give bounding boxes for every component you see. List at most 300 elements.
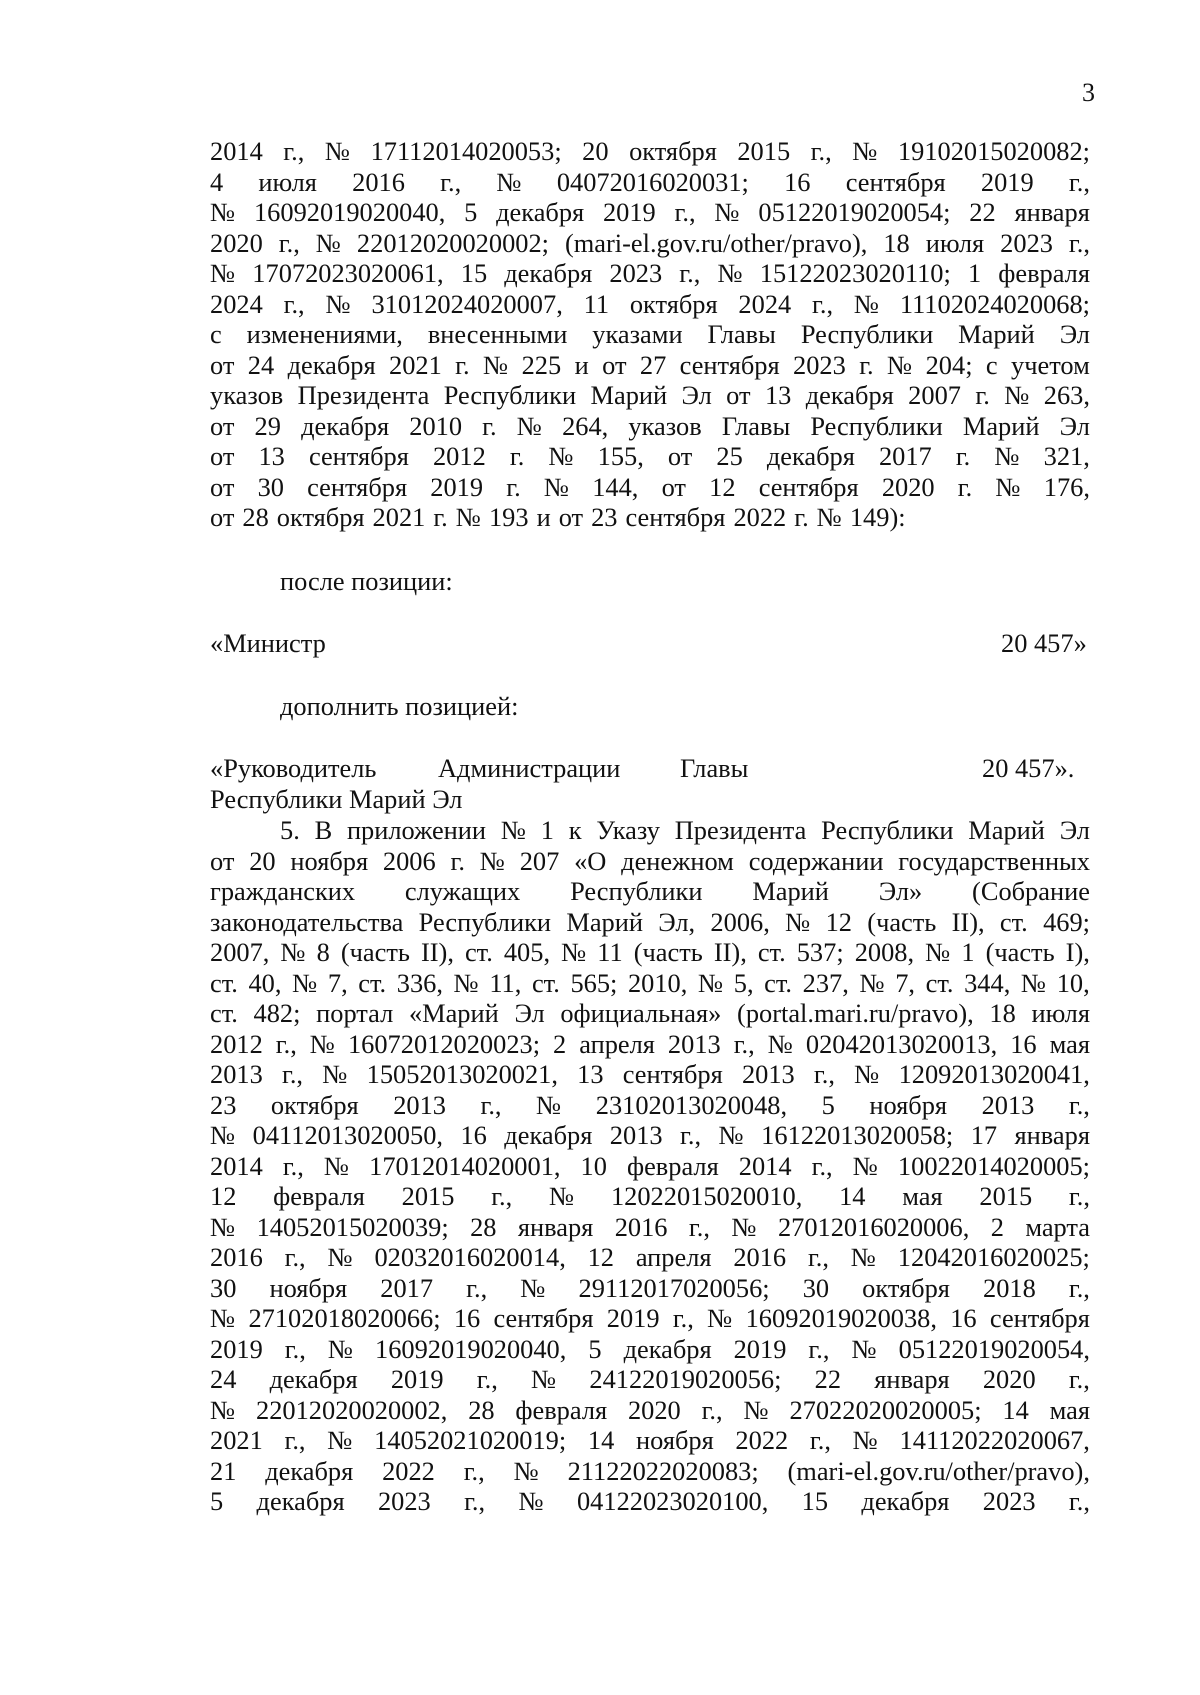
word: 14: [587, 1425, 615, 1455]
word: февраля: [273, 1181, 365, 1211]
word: января: [517, 1211, 594, 1242]
word: с: [210, 319, 222, 349]
word: 12: [825, 906, 852, 937]
word: г.,: [1068, 1364, 1090, 1394]
word: Республики: [800, 319, 934, 349]
text-line: [210, 289, 1090, 320]
word: декабря: [269, 1364, 358, 1394]
word: 30: [210, 1272, 237, 1303]
word: от: [602, 349, 627, 380]
word: 16092019020040,: [375, 1333, 567, 1364]
word: указов: [628, 410, 702, 441]
word: №: [714, 197, 740, 227]
word: №: [718, 1120, 744, 1150]
word: I),: [1065, 937, 1090, 967]
word: 2017: [878, 441, 932, 471]
word: 193: [488, 502, 529, 532]
text-line: [210, 876, 1090, 907]
word: ст.: [531, 967, 560, 998]
word: 12: [587, 1242, 614, 1272]
word: изменениями,: [246, 319, 403, 349]
word: №: [453, 967, 479, 998]
word: №: [851, 1333, 877, 1364]
word: 225: [521, 349, 562, 380]
word: (mari-el.gov.ru/other/pravo),: [564, 227, 868, 258]
word: №: [315, 227, 341, 258]
word: г.,: [1068, 1181, 1090, 1211]
word: Главы: [707, 319, 776, 349]
word: 20: [249, 845, 276, 876]
word: 16: [950, 1303, 977, 1333]
word: №: [925, 937, 951, 967]
word: №: [859, 967, 885, 998]
word: 16092019020040,: [253, 197, 446, 227]
word: 2015: [401, 1181, 455, 1211]
word: сентября: [308, 441, 409, 471]
word: приложении: [346, 815, 487, 845]
word: 5: [210, 1486, 224, 1516]
text-line: [210, 1151, 1090, 1182]
word: 14: [839, 1181, 866, 1211]
word: г.,: [283, 136, 305, 166]
paragraph-first-line: [210, 815, 1090, 846]
word: декабря: [287, 349, 376, 380]
word: №: [995, 471, 1021, 502]
word: 19102015020082;: [897, 136, 1090, 166]
word: 2019: [430, 471, 484, 502]
word: г.,: [810, 136, 832, 166]
text-line: [210, 380, 1090, 411]
word: г.,: [480, 1089, 502, 1120]
word: г.,: [284, 1242, 306, 1272]
word: 8: [316, 937, 330, 967]
text-line: [210, 998, 1090, 1029]
word: октября: [862, 1272, 950, 1303]
word: №: [324, 136, 351, 166]
word: г.: [794, 502, 809, 532]
word: Эл: [681, 380, 712, 410]
word: 23: [210, 1089, 237, 1120]
word: 2022: [733, 502, 787, 532]
word: 2010: [409, 410, 463, 441]
word: от: [210, 410, 235, 441]
word: 2019: [210, 1333, 263, 1364]
word: 2016: [733, 1242, 787, 1272]
word: внесенными: [427, 319, 568, 349]
word: №: [309, 1028, 335, 1059]
word: ст.: [358, 967, 387, 998]
text-line: [210, 411, 1090, 442]
word: 264,: [562, 410, 609, 441]
word: сентября: [307, 471, 408, 502]
word: от: [210, 502, 235, 532]
word: Указу: [596, 815, 660, 845]
word: 155,: [597, 441, 644, 471]
word: ст.: [925, 967, 954, 998]
text-line: [210, 1486, 1090, 1517]
word: сентября: [493, 1303, 594, 1333]
word: №: [210, 1394, 236, 1425]
word: 29112017020056;: [578, 1272, 770, 1303]
word: от: [210, 845, 235, 876]
word: декабря: [256, 1486, 345, 1516]
word: г.: [975, 380, 990, 410]
word: 2023: [793, 349, 846, 380]
paragraph-5: [210, 815, 1090, 1517]
word: ст.: [210, 967, 238, 998]
word: 11102024020068;: [899, 288, 1090, 319]
word: 17112014020053;: [370, 136, 562, 166]
word: 405,: [503, 937, 551, 967]
word: Президента: [674, 815, 807, 845]
word: 28: [468, 1394, 495, 1425]
word: г.,: [809, 1425, 831, 1455]
text-line: [210, 968, 1090, 999]
word: г.,: [440, 166, 462, 197]
text-line: [210, 350, 1090, 381]
word: 14: [1002, 1394, 1029, 1425]
text-line: [210, 1364, 1090, 1395]
word: г.,: [733, 1028, 755, 1059]
word: г.,: [1068, 1272, 1090, 1303]
word: 1: [540, 815, 554, 845]
word: 2013: [981, 1089, 1035, 1120]
word: №: [994, 441, 1020, 471]
word: и: [536, 502, 551, 532]
position-title: «Министр: [210, 628, 326, 658]
word: 5,: [733, 967, 754, 998]
word: 16092019020038,: [745, 1303, 937, 1333]
word: Эл: [1059, 815, 1090, 845]
word: от: [210, 349, 235, 380]
word: 2023: [377, 1486, 431, 1516]
word: №: [549, 1181, 575, 1211]
word: указов: [210, 380, 284, 410]
word: 2013: [393, 1089, 446, 1120]
word: февраля: [998, 258, 1090, 288]
word: государственных: [898, 845, 1090, 876]
position-salary: 20 457»: [1001, 628, 1087, 658]
position-title-word: Главы: [680, 753, 749, 783]
word: г.: [455, 349, 470, 380]
word: г.,: [813, 1059, 835, 1089]
word: ст.: [757, 937, 786, 967]
word: от: [667, 441, 693, 471]
word: июля: [925, 227, 985, 258]
word: от: [661, 471, 686, 502]
word: ноября: [636, 1425, 714, 1455]
word: 2013: [741, 1059, 795, 1089]
word: 2013: [210, 1059, 263, 1089]
word: 176,: [1043, 471, 1090, 502]
word: и: [574, 349, 589, 380]
word: 2: [990, 1211, 1004, 1242]
word: 336,: [396, 967, 443, 998]
word: 4: [210, 166, 224, 197]
word: сентября: [679, 349, 780, 380]
word: г.: [957, 471, 973, 502]
text-line: [210, 167, 1090, 198]
word: №: [323, 1150, 350, 1181]
word: 2023: [609, 258, 663, 288]
word: 321,: [1043, 441, 1090, 471]
word: (Собрание: [972, 876, 1090, 906]
word: ноября: [869, 1089, 948, 1120]
word: Эл: [1059, 410, 1090, 441]
word: г.,: [282, 1150, 304, 1181]
word: декабря: [504, 258, 593, 288]
word: ноября: [290, 845, 369, 876]
word: 2016: [210, 1242, 263, 1272]
word: №: [496, 166, 522, 197]
word: 2014: [738, 1150, 792, 1181]
word: Марий: [962, 410, 1040, 441]
word: 469;: [1043, 906, 1090, 937]
word: 2006,: [710, 906, 770, 937]
word: 263,: [1043, 380, 1090, 410]
word: 16: [784, 166, 811, 197]
word: Эл: [514, 998, 545, 1028]
word: 13: [764, 380, 792, 410]
text-line: [210, 1273, 1090, 1304]
word: 21122022020083;: [567, 1455, 759, 1486]
word: 15: [801, 1486, 829, 1516]
word: №: [210, 258, 236, 288]
word: 2021: [372, 502, 426, 532]
word: 18: [989, 998, 1016, 1028]
word: г.,: [811, 1150, 833, 1181]
word: №: [327, 1333, 354, 1364]
word: 2012: [432, 441, 486, 471]
word: 14112022020067,: [899, 1425, 1090, 1455]
position-row-head: [210, 753, 1090, 815]
word: Марий: [566, 906, 643, 937]
word: 2020: [627, 1394, 681, 1425]
word: №: [520, 1272, 546, 1303]
word: г.,: [679, 258, 701, 288]
word: 04072016020031;: [556, 166, 749, 197]
word: г.,: [463, 1455, 485, 1486]
word: г.,: [476, 1364, 498, 1394]
word: 5: [821, 1089, 835, 1120]
word: Президента: [297, 380, 430, 410]
word: г.: [482, 410, 497, 441]
word: официальная»: [560, 998, 722, 1028]
word: г.,: [1068, 166, 1090, 197]
word: г.: [506, 471, 521, 502]
word: 23102013020048,: [595, 1089, 788, 1120]
word: 482;: [253, 998, 301, 1028]
word: Республики: [821, 815, 954, 845]
word: гражданских: [210, 876, 356, 906]
text-line: [210, 937, 1090, 968]
word: Марий: [968, 815, 1045, 845]
text-line: [210, 502, 1090, 533]
text-line: [210, 1334, 1090, 1365]
word: №: [731, 1211, 757, 1242]
word: №: [854, 1059, 880, 1089]
word: апреля: [579, 1028, 655, 1059]
word: №: [500, 815, 527, 845]
word: октября: [276, 502, 365, 532]
text-line: [210, 1090, 1090, 1121]
word: 2022: [735, 1425, 789, 1455]
word: ст.: [999, 906, 1028, 937]
word: (часть: [340, 937, 410, 967]
word: г.,: [284, 1333, 306, 1364]
word: №: [887, 349, 913, 380]
text-line: [210, 1029, 1090, 1060]
word: г.,: [491, 1181, 513, 1211]
word: №: [743, 1394, 769, 1425]
word: №: [327, 1242, 353, 1272]
word: 25: [716, 441, 743, 471]
word: №: [483, 349, 509, 380]
word: №: [518, 1486, 544, 1516]
word: сентября: [625, 502, 726, 532]
word: 2019: [390, 1364, 444, 1394]
word: к: [568, 815, 582, 845]
word: II),: [951, 906, 985, 937]
word: 22012020020002,: [256, 1394, 448, 1425]
word: декабря: [861, 1486, 950, 1516]
word: 12042016020025;: [897, 1242, 1090, 1272]
word: апреля: [635, 1242, 712, 1272]
word: 2017: [380, 1272, 434, 1303]
page-number: 3: [1082, 78, 1095, 107]
word: 17072023020061,: [252, 258, 444, 288]
word: (часть: [867, 906, 937, 937]
text-line: [210, 197, 1090, 228]
word: №: [479, 845, 505, 876]
word: №: [210, 1303, 236, 1333]
word: мая: [1049, 1394, 1090, 1425]
text-line: [210, 472, 1090, 503]
word: №: [1020, 967, 1047, 998]
text-line: [210, 1303, 1090, 1334]
text-line: [210, 228, 1090, 259]
word: 05122019020054;: [758, 197, 951, 227]
word: 204;: [925, 349, 973, 380]
word: 2007: [908, 380, 961, 410]
word: №: [292, 967, 318, 998]
word: (portal.mari.ru/pravo),: [737, 998, 974, 1028]
text-line: [210, 1212, 1090, 1243]
word: июля: [1031, 998, 1090, 1028]
word: 14052021020019;: [374, 1425, 567, 1455]
word: Марий: [958, 319, 1035, 349]
word: 18: [883, 227, 910, 258]
word: 5: [588, 1333, 602, 1364]
word: 16072012020023;: [347, 1028, 541, 1059]
word: г.: [509, 441, 525, 471]
word: учетом: [1011, 349, 1090, 380]
word: 2: [553, 1028, 567, 1059]
word: 2006: [382, 845, 436, 876]
word: Республики: [570, 876, 703, 906]
word: 22012020020002;: [356, 227, 549, 258]
word: 2015: [979, 1181, 1033, 1211]
word: сентября: [758, 471, 859, 502]
word: 11,: [489, 967, 522, 998]
word: г.,: [688, 1211, 710, 1242]
word: 24: [247, 349, 275, 380]
word: №: [536, 1089, 562, 1120]
word: Марий: [752, 876, 829, 906]
word: №: [816, 502, 842, 532]
word: №: [850, 1242, 876, 1272]
word: Республики: [418, 906, 552, 937]
word: 144,: [592, 471, 639, 502]
word: 2024: [210, 288, 263, 319]
word: 2013: [667, 1028, 721, 1059]
text-line: [210, 1425, 1090, 1456]
word: (mari-el.gov.ru/other/pravo),: [787, 1455, 1090, 1486]
word: мая: [902, 1181, 943, 1211]
word: 2013: [609, 1120, 663, 1150]
word: от: [210, 441, 235, 471]
word: июля: [258, 166, 317, 197]
word: №: [697, 967, 724, 998]
word: от: [558, 502, 584, 532]
word: г.,: [275, 1028, 297, 1059]
word: 1: [961, 937, 975, 967]
word: ст.: [210, 998, 238, 1028]
word: 2016: [352, 166, 405, 197]
word: сентября: [622, 1059, 723, 1089]
word: Республики: [443, 380, 577, 410]
word: февраля: [515, 1394, 608, 1425]
word: 15122023020110;: [759, 258, 951, 288]
word: г.: [433, 502, 448, 532]
word: г.,: [674, 197, 696, 227]
word: 2020: [982, 1364, 1036, 1394]
position-salary: 20 457».: [982, 753, 1075, 783]
word: 11: [583, 288, 610, 319]
word: октября: [629, 136, 717, 166]
word: от: [210, 471, 235, 502]
word: №: [531, 1364, 557, 1394]
word: г.,: [283, 288, 305, 319]
word: от: [726, 380, 751, 410]
word: г.,: [281, 1059, 304, 1089]
word: Главы: [721, 410, 791, 441]
word: 237,: [802, 967, 849, 998]
word: декабря: [301, 410, 390, 441]
word: с: [985, 349, 998, 380]
word: указами: [592, 319, 683, 349]
word: 22: [969, 197, 996, 227]
word: содержании: [748, 845, 884, 876]
word: 2020: [210, 227, 263, 258]
word: 1: [967, 258, 982, 288]
word: г.,: [1068, 1486, 1090, 1516]
word: 2022: [382, 1455, 435, 1486]
word: 27: [639, 349, 667, 380]
word: 15052013020021,: [366, 1059, 558, 1089]
word: 2023: [1000, 227, 1053, 258]
word: №: [785, 906, 811, 937]
position-title-line2: Республики Марий Эл: [210, 784, 463, 814]
word: №: [513, 1455, 539, 1486]
word: 12: [709, 471, 736, 502]
word: 02042013020013,: [805, 1028, 998, 1059]
word: 5.: [280, 815, 300, 845]
word: 2014: [210, 1150, 263, 1181]
word: октября: [629, 288, 718, 319]
word: 10022014020005;: [897, 1150, 1090, 1181]
word: 2019: [980, 166, 1034, 197]
